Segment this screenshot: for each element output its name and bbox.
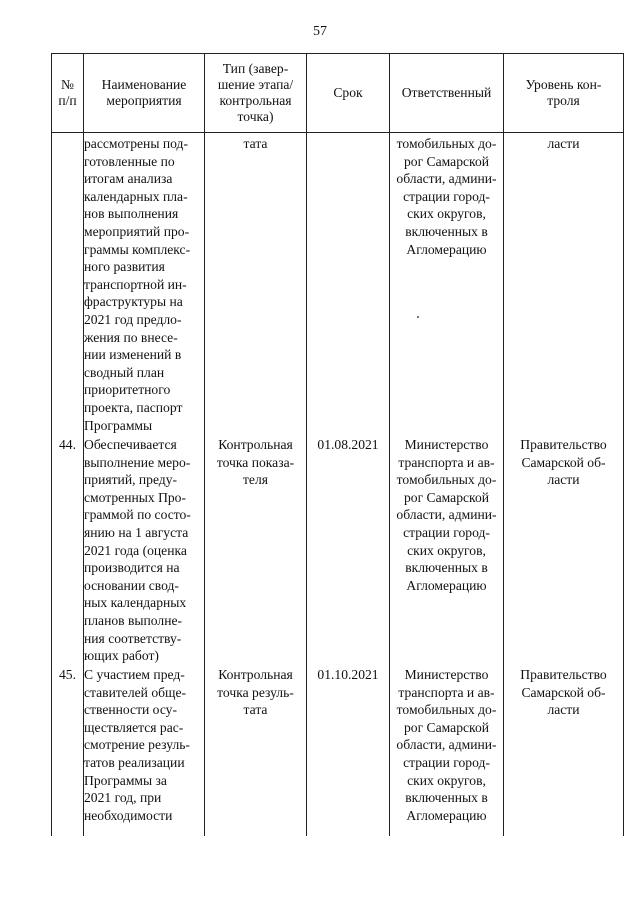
table-header-row [52, 54, 624, 133]
text-line: Самарской об- [521, 454, 606, 470]
measure-name [84, 133, 205, 437]
text-line: производится на [84, 560, 180, 576]
text-line: Наименование [101, 77, 187, 92]
text-line: проекта, паспорт [84, 399, 183, 415]
text-line: 01.10.2021 [317, 667, 379, 682]
text-line: основании свод- [84, 577, 179, 593]
header-control-level [504, 54, 624, 133]
header-deadline [307, 54, 390, 133]
table-row-continued [52, 133, 624, 437]
text-line: Министерство [404, 667, 489, 682]
measure-type [205, 666, 307, 836]
text-line: Агломерацию [406, 577, 487, 593]
text-line: области, админи- [396, 507, 497, 523]
text-line: включенных в [405, 560, 488, 576]
text-line: ских округов, [407, 542, 486, 558]
measure-control-level [504, 133, 624, 437]
text-line: рог Самарской [403, 719, 490, 735]
text-line: ласти [547, 136, 580, 151]
text-line: Тип (завер- [222, 61, 289, 76]
measure-name [84, 666, 205, 836]
text-line: Агломерацию [406, 241, 487, 257]
text-line: включенных в [405, 223, 488, 239]
text-line: области, админи- [396, 737, 497, 753]
text-line: Правительство [520, 437, 607, 452]
text-line: 01.08.2021 [317, 437, 379, 452]
text-line: ставителей обще- [84, 684, 187, 700]
text-line: 2021 года (оценка [84, 542, 187, 558]
text-line: рог Самарской [403, 489, 490, 505]
measure-deadline [307, 133, 390, 437]
text-line: Уровень кон- [525, 77, 602, 92]
text-line: рог Самарской [403, 153, 490, 169]
text-line: томобильных до- [396, 472, 497, 488]
text-line: ния соответству- [84, 630, 182, 646]
text-line: приятий, преду- [84, 472, 178, 488]
text-line: ласти [547, 472, 580, 488]
text-line: Срок [333, 85, 363, 100]
text-line: 2021 год, при [84, 790, 162, 806]
text-line: № [61, 77, 74, 92]
text-line: янию на 1 августа [84, 524, 189, 540]
table-row-44 [52, 436, 624, 666]
text-line: нов выполнения [84, 206, 179, 222]
measure-responsible [390, 436, 504, 666]
measure-deadline [307, 666, 390, 836]
text-line: ских округов, [407, 206, 486, 222]
text-line: страции город- [403, 524, 490, 540]
text-line: фраструктуры на [84, 294, 183, 310]
measure-type [205, 436, 307, 666]
text-line: контрольная [219, 93, 292, 108]
text-line: тата [243, 702, 268, 718]
table-row-45 [52, 666, 624, 836]
measure-deadline [307, 436, 390, 666]
text-line: Программы за [84, 772, 167, 788]
text-line: готовленные по [84, 153, 175, 169]
text-line: смотрение резуль- [84, 737, 190, 753]
measure-name [84, 436, 205, 666]
text-line: включенных в [405, 790, 488, 806]
header-responsible [390, 54, 504, 133]
text-line: планов выполне- [84, 612, 183, 628]
measure-control-level [504, 436, 624, 666]
text-line: ного развития [84, 259, 165, 275]
text-line: Ответственный [401, 85, 492, 100]
text-line: точка резуль- [217, 684, 294, 700]
text-line: ласти [547, 702, 580, 718]
measure-type [205, 133, 307, 437]
text-line: Программы [84, 417, 153, 433]
header-name [84, 54, 205, 133]
text-line: выполнение меро- [84, 454, 191, 470]
text-line: Контрольная [218, 667, 293, 682]
text-line: Контрольная [218, 437, 293, 452]
text-line: мероприятий про- [84, 223, 190, 239]
text-line: транспорта и ав- [398, 684, 495, 700]
page-number: 57 [313, 24, 327, 39]
text-line: Самарской об- [521, 684, 606, 700]
text-line: нии изменений в [84, 347, 182, 363]
text-line: ющих работ) [84, 648, 159, 664]
row-number [52, 133, 84, 437]
text-line: Министерство [404, 437, 489, 452]
measure-control-level [504, 666, 624, 836]
text-line: граммой по состо- [84, 507, 191, 523]
text-line: смотренных Про- [84, 489, 187, 505]
text-line: транспортной ин- [84, 276, 187, 292]
text-line: теля [242, 472, 268, 488]
text-line: Агломерацию [406, 807, 487, 823]
text-line: Правительство [520, 667, 607, 682]
text-line: п/п [58, 93, 77, 108]
text-line: страции город- [403, 188, 490, 204]
text-line: календарных пла- [84, 188, 188, 204]
text-line: ственности осу- [84, 702, 177, 718]
text-line: троля [547, 93, 580, 108]
text-line: ществляется рас- [84, 719, 184, 735]
text-line: точка) [237, 109, 274, 124]
measure-responsible [390, 666, 504, 836]
text-line: томобильных до- [396, 136, 497, 151]
text-line: транспорта и ав- [398, 454, 495, 470]
text-line: приоритетного [84, 382, 171, 398]
scan-speck [417, 316, 419, 318]
row-number: 44. [52, 436, 84, 666]
text-line: шение этапа/ [217, 77, 294, 92]
text-line: области, админи- [396, 171, 497, 187]
text-line: необходимости [84, 807, 173, 823]
text-line: 2021 год предло- [84, 311, 182, 327]
text-line: тата [243, 136, 268, 151]
text-line: жения по внесе- [84, 329, 178, 345]
text-line: томобильных до- [396, 702, 497, 718]
row-number: 45. [52, 666, 84, 836]
text-line: граммы комплекс- [84, 241, 191, 257]
text-line: рассмотрены под- [84, 136, 188, 151]
measure-responsible [390, 133, 504, 437]
text-line: С участием пред- [84, 667, 185, 682]
header-number [52, 54, 84, 133]
text-line: мероприятия [106, 93, 182, 108]
text-line: Обеспечивается [84, 437, 177, 452]
text-line: татов реализации [84, 754, 185, 770]
text-line: точка показа- [216, 454, 295, 470]
text-line: ских округов, [407, 772, 486, 788]
header-type [205, 54, 307, 133]
text-line: ных календарных [84, 595, 187, 611]
measures-table [51, 53, 624, 836]
text-line: страции город- [403, 754, 490, 770]
text-line: итогам анализа [84, 171, 173, 187]
text-line: сводный план [84, 364, 165, 380]
